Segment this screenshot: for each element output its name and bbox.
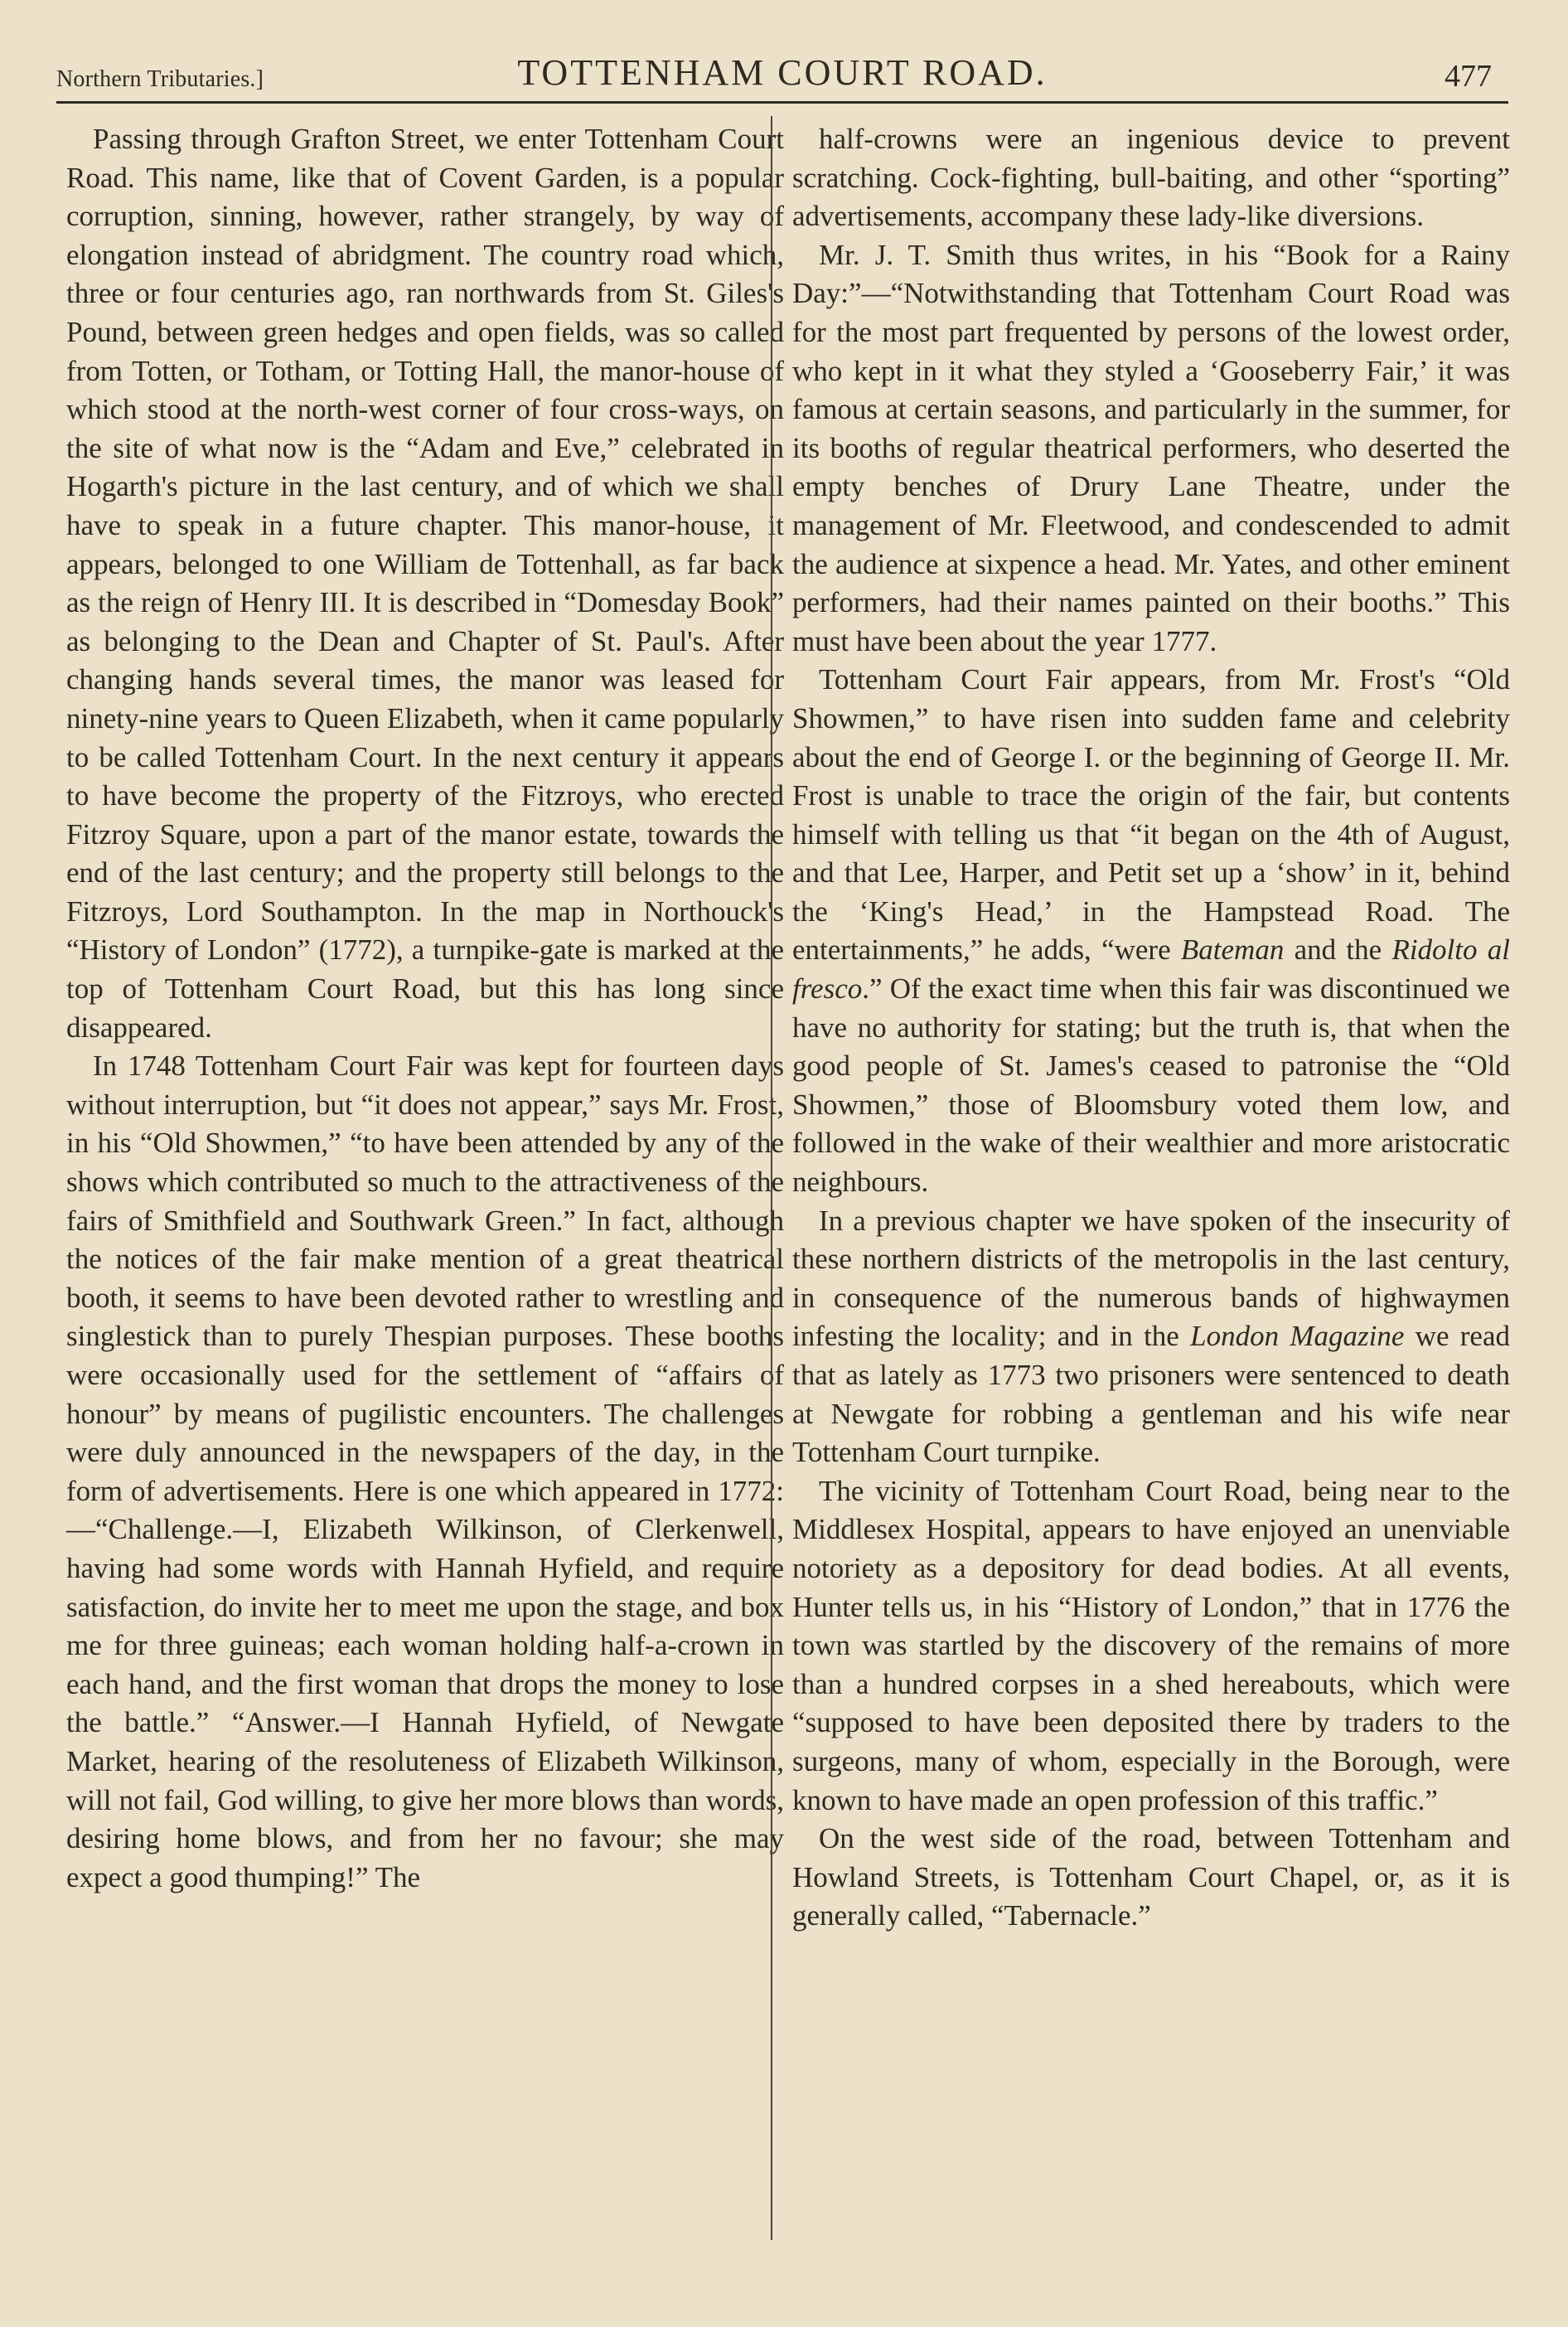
paragraph-text: and the (1284, 933, 1392, 967)
paragraph-text: Mr. J. T. Smith thus writes, in his “Book for a Rainy Day:”—“Notwithstanding that Tottenham Court Road was for the most part frequented by persons of the lowest order, who kept in it what they styled a ‘Gooseberry Fair,’ it was famous at certain seasons, and particularly in the summer, for its booths of regular theatrical performers, who deserted the empty benches of Drury Lane Theatre, under the management of Mr. Fleetwood, and condescended to admit the audience at sixpence a head. Mr. Yates, and other eminent performers, had their names painted on their booths.” This must have been about the year 1777. (792, 238, 1510, 657)
paragraph-p1 (66, 120, 784, 1047)
paragraph-p7 (792, 1472, 1510, 1820)
paragraph-text: Passing through Grafton Street, we enter Tottenham Court Road. This name, like that of Covent Garden, is a popular corruption, sinning, however, rather strangely, by way of elongation instead of abridgment. The country road which, three or four centuries ago, ran northwards from St. Giles's Pound, between green hedges and open fields, was so called from Totten, or Totham, or Totting Hall, the manor-house of which stood at the north-west corner of four cross-ways, on the site of what now is the “Adam and Eve,” celebrated in Hogarth's picture in the last century, and of which we shall have to speak in a future chapter. This manor-house, it appears, belonged to one William de Tottenhall, as far back as the reign of Henry III. It is described in “Domesday Book” as belonging to the Dean and Chapter of St. Paul's. After changing hands several times, the manor was leased for ninety-nine years to Queen Elizabeth, when it came popularly to be called Tottenham Court. In the next century it appears to have become the property of the Fitzroys, who erected Fitzroy Square, upon a part of the manor estate, towards the end of the last century; and the property still belongs to the Fitzroys, Lord Southampton. In the map in Northouck's “History of London” (1772), a turnpike-gate is marked at the top of Tottenham Court Road, but this has long since disappeared. (66, 123, 784, 1044)
section-label: Northern Tributaries.] (56, 66, 264, 92)
page-title: TOTTENHAM COURT ROAD. (517, 52, 1048, 93)
italic-title: Ridolto al fresco (792, 933, 1511, 1006)
page-number: 477 (1445, 59, 1492, 94)
paragraph-text: In 1748 Tottenham Court Fair was kept for fourteen days without interruption, but “it does not appear,” says Mr. Frost, in his “Old Showmen,” “to have been attended by any of the shows which contributed so much to the attractiveness of the fairs of Smithfield and Southwark Green.” In fact, although the notices of the fair make mention of a great theatrical booth, it seems to have been devoted rather to wrestling and singlestick than to purely Thespian purposes. These booths were occasionally used for the settlement of “affairs of honour” by means of pugilistic encounters. The challenges were duly announced in the newspapers of the day, in the form of advertisements. Here is one which appeared in 1772:—“Challenge.—I, Elizabeth Wilkinson, of Clerkenwell, having had some words with Hannah Hyfield, and require satisfaction, do invite her to meet me upon the stage, and box me for three guineas; each woman holding half-a-crown in each hand, and the first woman that drops the money to lose the battle.” “Answer.—I Hannah Hyfield, of Newgate Market, hearing of the resoluteness of Elizabeth Wilkinson, will not fail, God willing, to give her more blows than words, desiring home blows, and from her no favour; she may expect a good thumping!” The (66, 1050, 784, 1893)
column-divider (771, 116, 772, 2240)
header-rule (56, 101, 1508, 104)
italic-title: Bateman (1180, 933, 1285, 967)
paragraph-p3 (792, 120, 1510, 236)
paragraph-p5 (792, 661, 1510, 1201)
paragraph-p2 (66, 1047, 784, 1897)
right-column (792, 120, 1510, 1936)
left-column (66, 120, 784, 1897)
paragraph-text: On the west side of the road, between Tottenham and Howland Streets, is Tottenham Court Chapel, or, as it is generally called, “Tabernacle.” (792, 1822, 1510, 1932)
paragraph-p4 (792, 236, 1510, 662)
paragraph-text: Tottenham Court Fair appears, from Mr. Frost's “Old Showmen,” to have risen into sudden fame and celebrity about the end of George I. or the beginning of George II. Mr. Frost is unable to trace the origin of the fair, but contents himself with telling us that “it began on the 4th of August, and that Lee, Harper, and Petit set up a ‘show’ in it, behind the ‘King's Head,’ in the Hampstead Road. The entertainments,” he adds, “were (792, 663, 1510, 967)
paragraph-text: .” Of the exact time when this fair was discontinued we have no authority for stating; but the truth is, that when the good people of St. James's ceased to patronise the “Old Showmen,” those of Bloomsbury voted them low, and followed in the wake of their wealthier and more aristocratic neighbours. (792, 972, 1510, 1199)
running-header (56, 48, 1508, 106)
paragraph-p6 (792, 1202, 1510, 1472)
paragraph-text: The vicinity of Tottenham Court Road, being near to the Middlesex Hospital, appears to have enjoyed an unenviable notoriety as a depository for dead bodies. At all events, Hunter tells us, in his “History of London,” that in 1776 the town was startled by the discovery of the remains of more than a hundred corpses in a shed hereabouts, which were “supposed to have been deposited there by traders to the surgeons, many of whom, especially in the Borough, were known to have made an open profession of this traffic.” (792, 1474, 1510, 1816)
paragraph-p8 (792, 1820, 1510, 1936)
italic-title: London Magazine (1190, 1320, 1405, 1353)
paragraph-text: we read that as lately as 1773 two prisoners were sentenced to death at Newgate for robbing a gentleman and his wife near Tottenham Court turnpike. (792, 1320, 1510, 1469)
paragraph-text: half-crowns were an ingenious device to prevent scratching. Cock-fighting, bull-baiting, and other “sporting” advertisements, accompany these lady-like diversions. (792, 123, 1510, 233)
paragraph-text: In a previous chapter we have spoken of the insecurity of these northern districts of the metropolis in the last century, in consequence of the numerous bands of highwaymen infesting the locality; and in the (792, 1204, 1510, 1353)
